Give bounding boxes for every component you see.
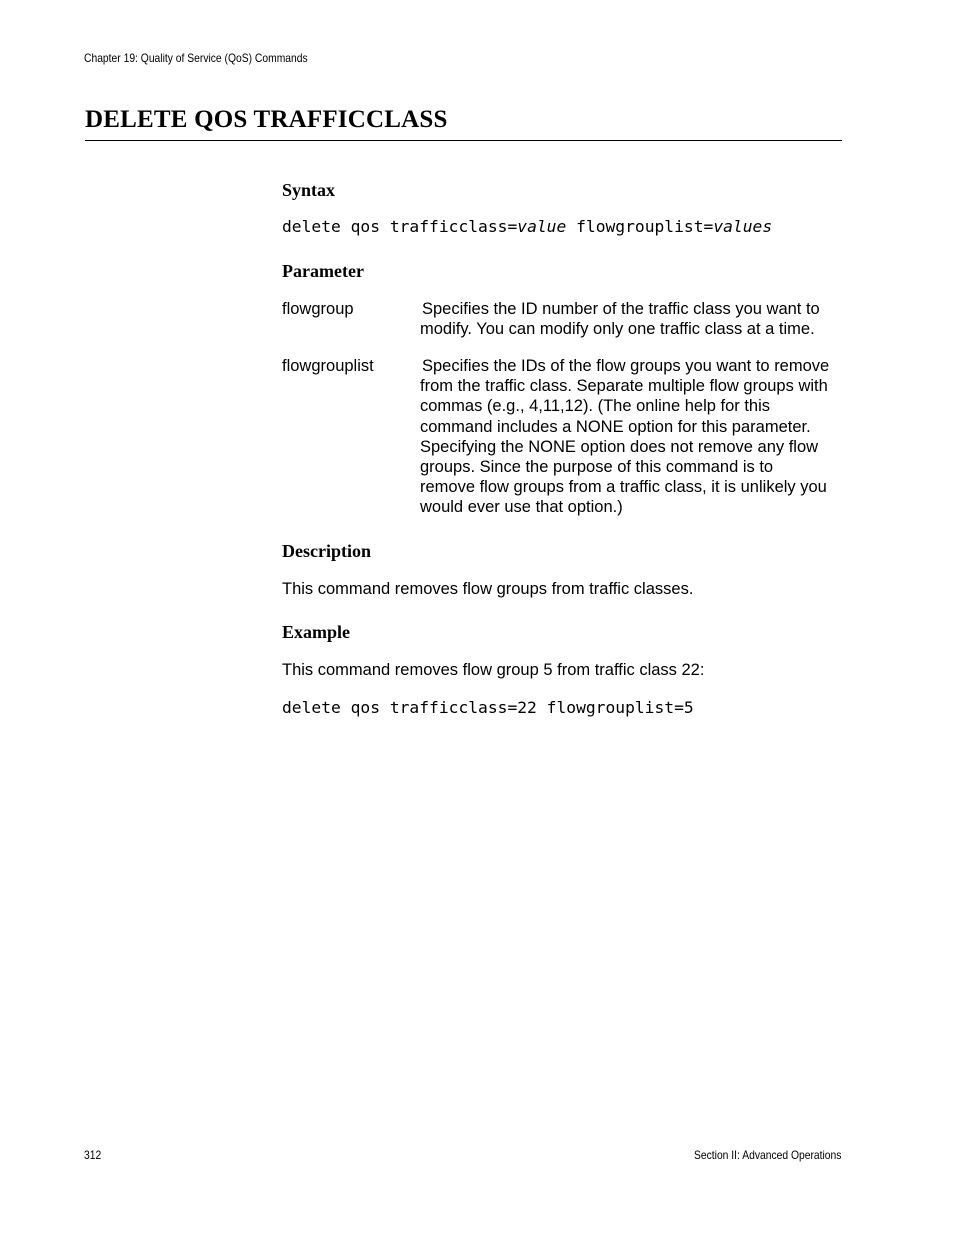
param-desc-line: from the traffic class. Separate multiple flow groups with bbox=[420, 377, 828, 396]
example-heading: Example bbox=[282, 622, 351, 642]
example-text: This command removes flow group 5 from traffic class 22: bbox=[282, 661, 705, 679]
param-name-flowgroup: flowgroup bbox=[282, 300, 354, 318]
param-desc-line: remove flow groups from a traffic class, it is unlikely you bbox=[420, 478, 827, 497]
param-desc-line: Specifies the IDs of the flow groups you want to remove bbox=[422, 357, 830, 375]
param-desc-line: would ever use that option.) bbox=[420, 498, 623, 517]
parameter-heading: Parameter bbox=[282, 261, 364, 281]
param-desc-line: groups. Since the purpose of this command is to bbox=[420, 458, 774, 477]
param-desc-line: modify. You can modify only one traffic class at a time. bbox=[420, 320, 815, 339]
footer-section: Section II: Advanced Operations bbox=[693, 1148, 841, 1162]
syntax-command-mid: flowgrouplist= bbox=[566, 217, 714, 236]
param-desc-line: commas (e.g., 4,11,12). (The online help for this bbox=[420, 397, 771, 416]
syntax-heading: Syntax bbox=[282, 180, 336, 200]
page-number: 312 bbox=[84, 1148, 102, 1162]
param-desc-line: Specifies the ID number of the traffic class you want to bbox=[422, 300, 820, 318]
param-desc-line: command includes a NONE option for this parameter. bbox=[420, 417, 811, 436]
syntax-arg-values: values bbox=[713, 217, 773, 236]
description-heading: Description bbox=[282, 541, 371, 561]
param-desc-line: Specifying the NONE option does not remove any flow bbox=[420, 437, 819, 456]
title-rule bbox=[85, 140, 842, 141]
param-desc-flowgroup bbox=[420, 299, 842, 339]
param-desc-flowgrouplist bbox=[420, 356, 842, 518]
syntax-arg-value: value bbox=[517, 217, 567, 236]
running-header: Chapter 19: Quality of Service (QoS) Commands bbox=[84, 51, 308, 65]
param-name-flowgrouplist: flowgrouplist bbox=[282, 357, 374, 375]
example-command: delete qos trafficclass=22 flowgrouplist=5 bbox=[282, 698, 694, 717]
syntax-command bbox=[282, 217, 772, 236]
page-title: DELETE QOS TRAFFICCLASS bbox=[85, 106, 448, 133]
syntax-command-prefix: delete qos trafficclass= bbox=[282, 217, 518, 236]
description-text: This command removes flow groups from traffic classes. bbox=[282, 580, 694, 598]
